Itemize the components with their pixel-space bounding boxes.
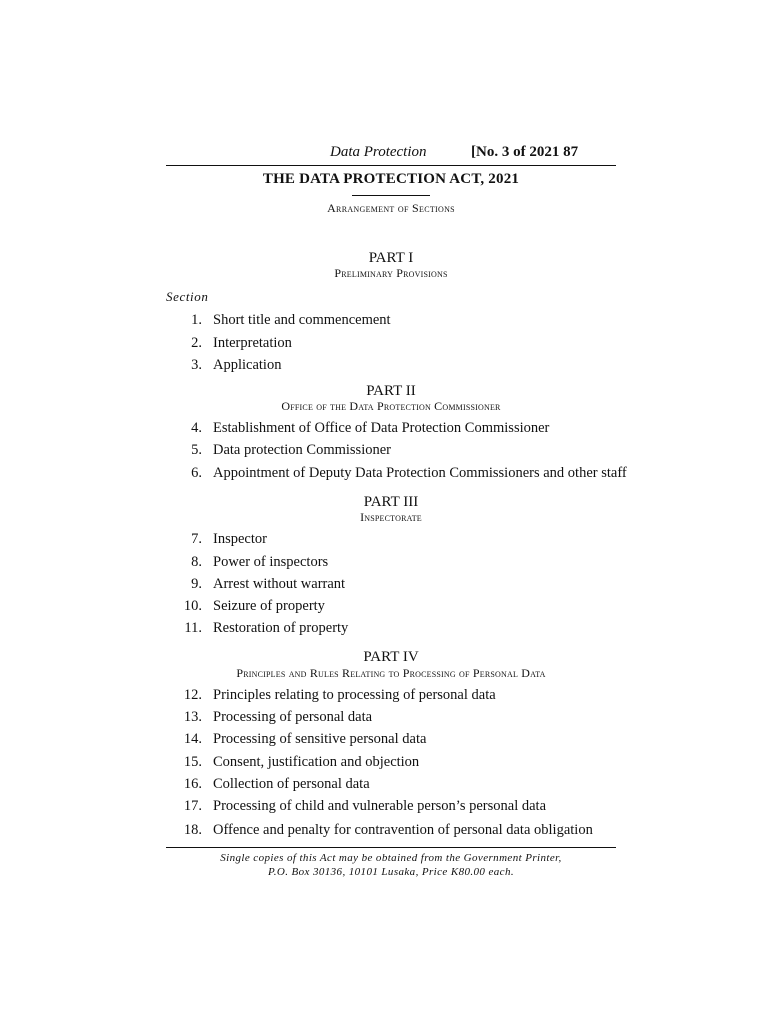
section-number: 18. xyxy=(183,822,202,838)
section-title: Processing of sensitive personal data xyxy=(213,731,427,747)
footer-rule xyxy=(166,847,616,848)
section-title: Processing of child and vulnerable person’s personal data xyxy=(213,798,547,814)
section-number: 2. xyxy=(191,335,202,351)
part-2-subtitle: Office of the Data Protection Commissioner xyxy=(281,399,501,413)
section-entry xyxy=(166,312,626,332)
section-number: 9. xyxy=(191,576,202,592)
section-entry xyxy=(166,598,626,618)
section-number: 17. xyxy=(183,798,202,814)
section-title: Short title and commencement xyxy=(213,312,391,328)
section-number: 1. xyxy=(191,312,202,328)
part-1-subtitle: Preliminary Provisions xyxy=(334,266,448,280)
part-3-title: PART III xyxy=(363,494,419,510)
act-title: THE DATA PROTECTION ACT, 2021 xyxy=(262,171,520,187)
section-entry xyxy=(166,620,626,640)
footer-line-1: Single copies of this Act may be obtained from the Government Printer, xyxy=(220,852,562,864)
section-entry xyxy=(166,687,626,707)
section-label: Section xyxy=(166,289,209,304)
section-entry xyxy=(166,531,626,551)
section-entry xyxy=(166,776,626,796)
section-number: 7. xyxy=(191,531,202,547)
section-entry xyxy=(166,754,626,774)
section-number: 6. xyxy=(191,465,202,481)
footer-line-2: P.O. Box 30136, 10101 Lusaka, Price K80.00 each. xyxy=(268,866,514,878)
section-title: Data protection Commissioner xyxy=(213,442,391,458)
section-title: Arrest without warrant xyxy=(213,576,346,592)
arrangement-heading: Arrangement of Sections xyxy=(327,201,455,215)
part-4-title: PART IV xyxy=(363,649,419,665)
header-rule xyxy=(166,165,616,166)
section-number: 5. xyxy=(191,442,202,458)
section-title: Seizure of property xyxy=(213,598,325,614)
section-number: 12. xyxy=(183,687,202,703)
section-title: Interpretation xyxy=(213,335,292,351)
section-number: 11. xyxy=(184,620,202,636)
section-entry xyxy=(166,798,626,818)
section-number: 10. xyxy=(183,598,202,614)
part-3-subtitle: Inspectorate xyxy=(360,510,422,524)
section-number: 16. xyxy=(183,776,202,792)
section-entry xyxy=(166,822,626,842)
section-entry xyxy=(166,554,626,574)
section-title: Establishment of Office of Data Protection Commissioner xyxy=(213,420,550,436)
section-number: 15. xyxy=(183,754,202,770)
section-entry xyxy=(166,731,626,751)
section-title: Inspector xyxy=(213,531,267,547)
section-title: Principles relating to processing of personal data xyxy=(213,687,496,703)
section-number: 8. xyxy=(191,554,202,570)
section-number: 13. xyxy=(183,709,202,725)
section-number: 14. xyxy=(183,731,202,747)
section-title: Appointment of Deputy Data Protection Commissioners and other staff xyxy=(213,465,627,481)
section-title: Collection of personal data xyxy=(213,776,370,792)
section-title: Power of inspectors xyxy=(213,554,329,570)
part-4-subtitle: Principles and Rules Relating to Processing of Personal Data xyxy=(236,666,546,680)
act-number: [No. 3 of 2021 87 xyxy=(471,144,579,160)
section-title: Consent, justification and objection xyxy=(213,754,420,770)
section-entry xyxy=(166,709,626,729)
section-number: 4. xyxy=(191,420,202,436)
section-number: 3. xyxy=(191,357,202,373)
running-title: Data Protection xyxy=(330,144,427,160)
part-2-title: PART II xyxy=(366,383,416,399)
section-entry xyxy=(166,335,626,355)
section-entry xyxy=(166,357,626,377)
section-title: Processing of personal data xyxy=(213,709,373,725)
section-title: Offence and penalty for contravention of personal data obligation xyxy=(213,822,593,838)
section-entry xyxy=(166,465,626,485)
title-rule xyxy=(352,195,430,196)
part-1-title: PART I xyxy=(368,250,414,266)
section-entry xyxy=(166,420,626,440)
section-title: Application xyxy=(213,357,282,373)
section-entry xyxy=(166,576,626,596)
running-header xyxy=(166,144,616,164)
section-entry xyxy=(166,442,626,462)
section-title: Restoration of property xyxy=(213,620,349,636)
